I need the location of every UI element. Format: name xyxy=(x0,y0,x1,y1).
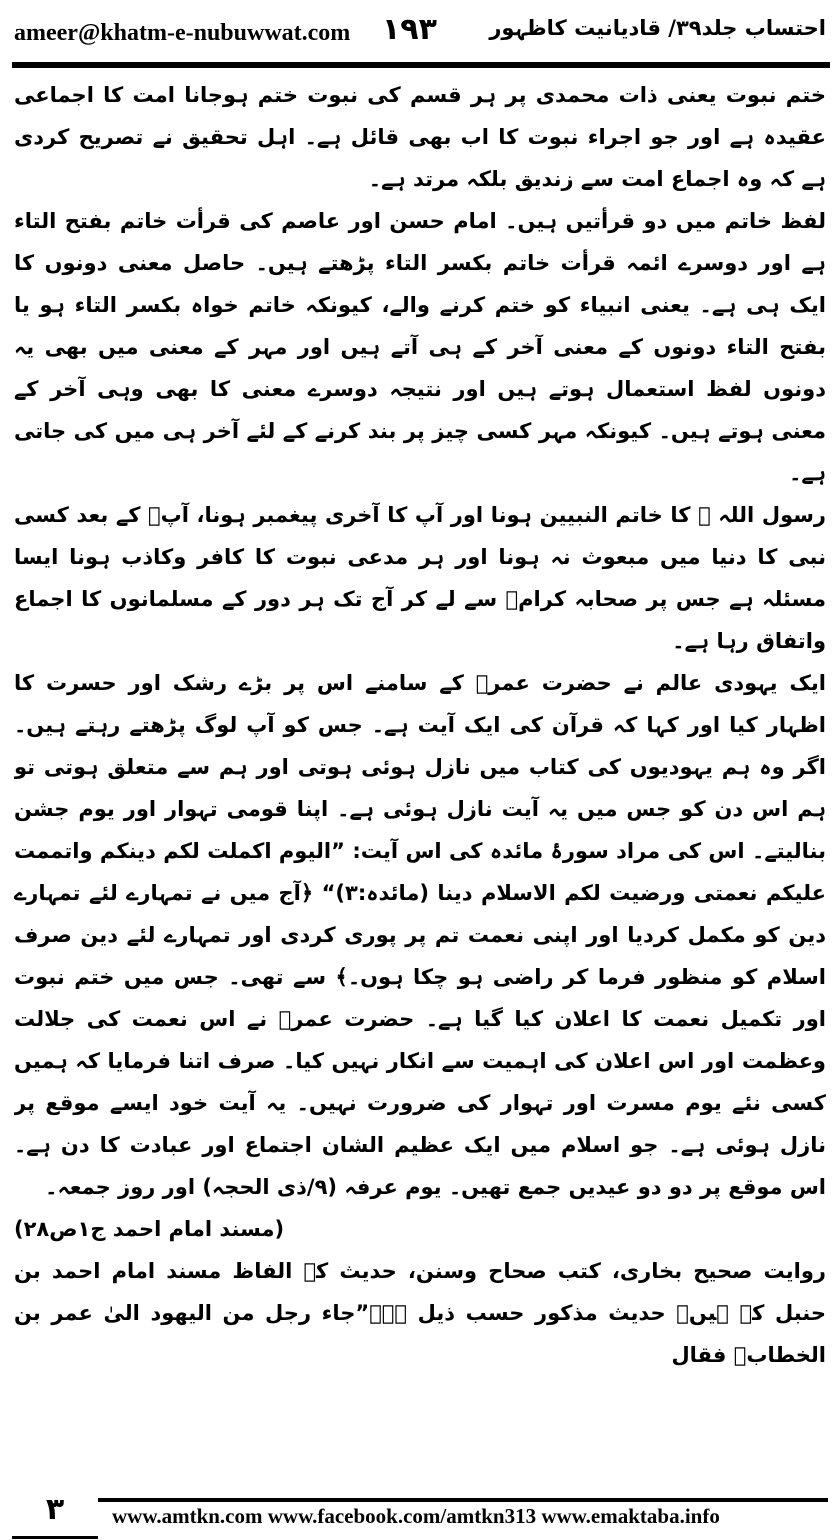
paragraph-5: روایت صحیح بخاری، کتب صحاح وسنن، حدیث کے الفاظ مسند امام احمد بن حنبل کے ہیں۔ حدیث مذکور حسب ذیل ہے۔”جاء رجل من الیھود الیٰ عمر بن الخطابؓ فقال xyxy=(14,1259,826,1367)
paragraph-4: ایک یہودی عالم نے حضرت عمرؓ کے سامنے اس پر بڑے رشک اور حسرت کا اظہار کیا اور کہا کہ قرآن کی ایک آیت ہے۔ جس کو آپ لوگ پڑھتے رہتے ہیں۔ اگر وہ ہم یہودیوں کی کتاب میں نازل ہوئی ہوتی اور ہم سے متعلق ہوتی تو ہم اس دن کو جس میں یہ آیت نازل ہوئی ہے۔ اپنا قومی تہوار اور یوم جشن بنالیتے۔ اس کی مراد سورۂ مائدہ کی اس آیت: ”الیوم اکملت لکم دینکم واتممت علیکم نعمتی ورضیت لکم الاسلام دینا (مائدہ:۳)“ ﴿آج میں نے تمہارے لئے تمہارے دین کو مکمل کردیا اور اپنی نعمت تم پر پوری کردی اور تمہارے لئے دین صرف اسلام کو منظور فرما کر راضی ہو چکا ہوں۔﴾ سے تھی۔ جس میں ختم نبوت اور تکمیل نعمت کا اعلان کیا گیا ہے۔ حضرت عمرؓ نے اس نعمت کی جلالت وعظمت اور اس اعلان کی اہمیت سے انکار نہیں کیا۔ صرف اتنا فرمایا کہ ہمیں کسی نئے یوم مسرت اور تہوار کی ضرورت نہیں۔ یہ آیت خود ایسے موقع پر نازل ہوئی ہے۔ جو اسلام میں ایک عظیم الشان اجتماع اور عبادت کا دن ہے۔ اس موقع پر دو دو عیدیں جمع تھیں۔ یوم عرفہ (۹/ذی الحجہ) اور روز جمعہ۔ xyxy=(14,671,826,1199)
page-number: ۱۹۳ xyxy=(382,12,437,47)
paragraph-2: لفظ خاتم میں دو قرأتیں ہیں۔ امام حسن اور عاصم کی قرأت خاتم بفتح التاء ہے اور دوسرے ائمہ قرأت خاتم بکسر التاء پڑھتے ہیں۔ حاصل معنی دونوں کا ایک ہی ہے۔ یعنی انبیاء کو ختم کرنے والے، کیونکہ خاتم خواہ بکسر التاء ہو یا بفتح التاء دونوں کے معنی آخر کے ہی آتے ہیں اور مہر کے معنی میں بھی یہ دونوں لفظ استعمال ہوتے ہیں اور نتیجہ دوسرے معنی کا بھی وہی آخر کے معنی ہوتے ہیں۔ کیونکہ مہر کسی چیز پر بند کرنے کے لئے آخر ہی میں کی جاتی ہے۔ xyxy=(14,209,826,485)
page-header xyxy=(0,0,840,64)
header-rule xyxy=(12,62,830,68)
citation: (مسند امام احمد ج۱ص۲۸) xyxy=(14,1217,285,1241)
page-body xyxy=(14,74,826,1466)
paragraph-3: رسول اللہ ﷺ کا خاتم النبیین ہونا اور آپ کا آخری پیغمبر ہونا، آپؐ کے بعد کسی نبی کا دنیا میں مبعوث نہ ہونا اور ہر مدعی نبوت کا کافر وکاذب ہونا ایسا مسئلہ ہے جس پر صحابہ کرامؓ سے لے کر آج تک ہر دور کے مسلمانوں کا اجماع واتفاق رہا ہے۔ xyxy=(14,503,826,653)
paragraph-1: ختم نبوت یعنی ذات محمدی پر ہر قسم کی نبوت ختم ہوجانا امت کا اجماعی عقیدہ ہے اور جو اجراء نبوت کا اب بھی قائل ہے۔ اہل تحقیق نے تصریح کردی ہے کہ وہ اجماع امت سے زندیق بلکہ مرتد ہے۔ xyxy=(14,83,826,191)
footer-links: www.amtkn.com www.facebook.com/amtkn313 www.emaktaba.info xyxy=(112,1504,720,1528)
footer-number: ۳ xyxy=(12,1488,98,1539)
header-email: ameer@khatm-e-nubuwwat.com xyxy=(14,20,351,46)
page-footer xyxy=(0,1486,840,1540)
footer-rule xyxy=(98,1498,828,1502)
book-title: احتساب جلد۳۹/ قادیانیت کاظہور xyxy=(489,16,826,40)
